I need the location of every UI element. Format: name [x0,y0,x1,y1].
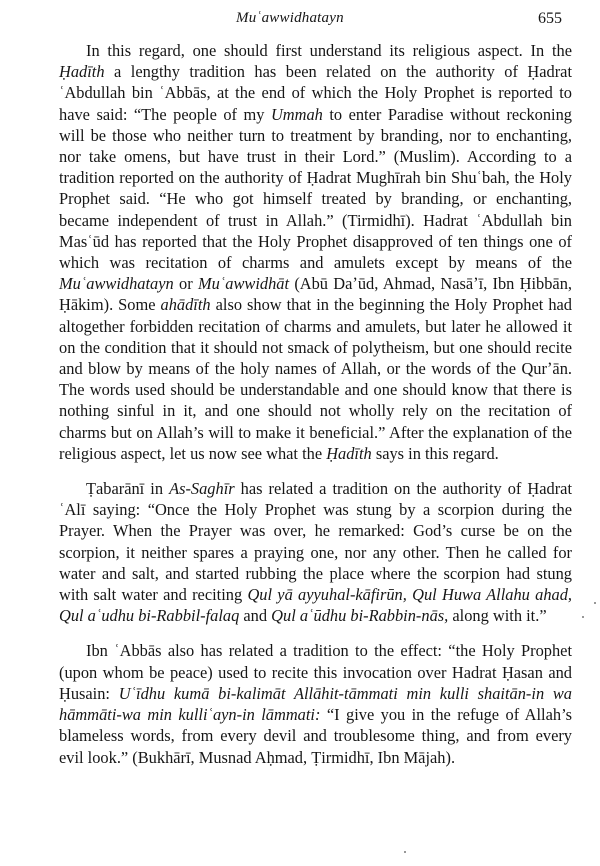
text-run: In this regard, one should first understand its religious aspect. In the [86,41,572,60]
italic-run: Ḥadīth [326,443,372,463]
text-run: a lengthy tradition has been related on the authority of Ḥadrat ʿAbdullah bin ʿAbbās, at the end of which the Holy Prophet is reported to have said: “The people of my [59,62,572,124]
running-title: Muʿawwidhatayn [236,10,344,26]
text-run: along with it.” [448,606,547,626]
italic-run: ahādīth [160,295,211,315]
paragraph-ibn-abbas-tradition [59,640,572,767]
paragraph-religious-aspect [59,40,572,464]
text-run: has related a tradition on the authority of Ḥadrat ʿAlī saying: “Once the Holy Prophet was stung by a scorpion during the Prayer. When the Prayer was over, he remarked: God’s curse be on the scorpion, it neither spares a praying one, nor any other. Then he called for water and salt, and started rubbing the place where the scorpion had stung with salt water and reciting [59,479,573,605]
italic-run: Muʿawwidhāt [197,274,290,294]
text-run: says in this regard. [371,443,499,463]
text-run: and [239,606,272,626]
text-run: or [173,274,198,294]
text-run: (Abū Daʼūd, Ahmad, Nasāʼī, Ibn Ḥibbān, Ḥākim). Some [59,274,572,315]
italic-run: Qul yā ayyuhal-kāfirūn, Qul Huwa Allahu ahad, Qul aʿudhu bi-Rabbil-falaq [59,585,573,626]
italic-run: Qul aʿūdhu bi-Rabbin-nās, [271,606,449,626]
page-number: 655 [538,10,562,27]
scan-speck [404,851,406,853]
body-text [59,40,572,768]
text-run: Ṭabarānī in [86,479,170,499]
italic-run: As-Saghīr [169,479,235,499]
scan-speck [582,616,584,618]
italic-run: Ḥadīth [59,62,105,82]
text-run: to enter Paradise without reckoning will be those who neither turn to treatment by branding, nor to enchanting, nor take omens, but have trust in their Lord.” (Muslim). According to a tradition reported on the authority of Ḥadrat Mughīrah bin Shuʿbah, the Holy Prophet said. “He who got himself treated by branding, or enchanting, became independent of trust in Allah.” (Tirmidhī). Hadrat ʿAbdullah bin Masʿūd has reported that the Holy Prophet disapproved of ten things one of which was recitation of charms and amulets except by means of the [59,104,572,273]
italic-run: Uʿīdhu kumā bi-kalimāt Allāhit-tāmmati min kulli shaitān-in wa hāmmāti-wa min kulliʿayn-in lāmmati: [59,683,572,725]
text-run: also show that in the beginning the Holy Prophet had altogether forbidden recitation of charms and amulets, but later he allowed it on the condition that it should not smack of polytheism, but one should recite and blow by means of the holy names of Allah, or the words of the Qurʼān. The words used should be understandable and one should know that there is nothing sinful in it, and one should not wholly rely on the recitation of charms but on Allah’s will to make it beneficial.” After the explanation of the religious aspect, let us now see what the [59,295,572,463]
paragraph-tabarani-tradition [59,478,572,626]
text-run: Ibn ʿAbbās also has related a tradition to the effect: “the Holy Prophet (upon whom be peace) used to recite this invocation over Hadrat Ḥasan and Ḥusain: [59,641,572,703]
running-head [0,10,600,32]
text-run: “I give you in the refuge of Allah’s blameless words, from every devil and troublesome thing, and from every evil look.” (Bukhārī, Musnad Aḥmad, Ṭirmidhī, Ibn Mājah). [59,705,573,767]
italic-run: Muʿawwidhatayn [59,274,174,294]
scan-speck [594,602,596,604]
italic-run: Ummah [270,104,323,124]
